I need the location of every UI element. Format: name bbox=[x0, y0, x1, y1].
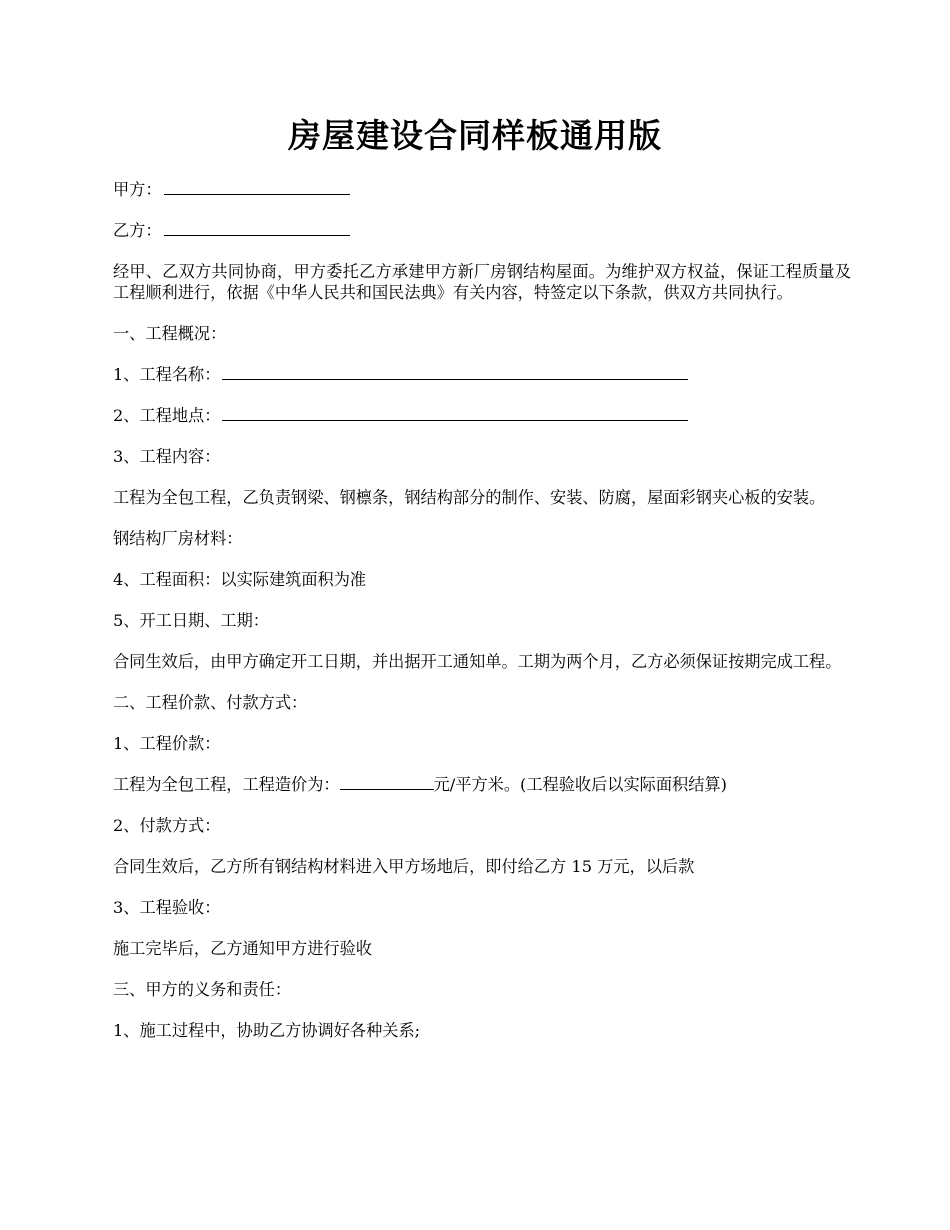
price-label: 1、工程价款： bbox=[113, 734, 221, 753]
project-content-paragraph: 工程为全包工程，乙负责钢梁、钢檩条，钢结构部分的制作、安装、防腐，屋面彩钢夹心板的安装。 bbox=[113, 488, 826, 507]
party-b-label: 乙方： bbox=[113, 221, 162, 240]
acceptance-paragraph: 施工完毕后，乙方通知甲方进行验收 bbox=[113, 939, 372, 958]
price-suffix: 元/平方米。(工程验收后以实际面积结算) bbox=[433, 775, 727, 794]
party-a-label: 甲方： bbox=[113, 180, 162, 199]
acceptance-label: 3、工程验收： bbox=[113, 898, 221, 917]
project-name-line bbox=[113, 364, 851, 385]
project-location-label: 2、工程地点： bbox=[113, 406, 221, 425]
material-label: 钢结构厂房材料： bbox=[113, 529, 243, 548]
project-name-label: 1、工程名称： bbox=[113, 365, 221, 384]
schedule-paragraph: 合同生效后，由甲方确定开工日期，并出据开工通知单。工期为两个月，乙方必须保证按期完成工程。 bbox=[113, 652, 842, 671]
intro-paragraph: 经甲、乙双方共同协商，甲方委托乙方承建甲方新厂房钢结构屋面。为维护双方权益，保证工程质量及工程顺利进行，依据《中华人民共和国民法典》有关内容，特签定以下条款，供双方共同执行。 bbox=[113, 262, 851, 302]
project-content-label: 3、工程内容： bbox=[113, 447, 221, 466]
party-b-line bbox=[113, 220, 851, 241]
project-name-blank bbox=[222, 364, 688, 380]
party-b-blank bbox=[164, 220, 350, 236]
section-3-heading: 三、甲方的义务和责任： bbox=[113, 980, 292, 999]
project-area-line: 4、工程面积：以实际建筑面积为准 bbox=[113, 570, 367, 589]
payment-label: 2、付款方式： bbox=[113, 816, 221, 835]
price-line bbox=[113, 774, 851, 795]
party-a-blank bbox=[164, 179, 350, 195]
price-prefix: 工程为全包工程，工程造价为： bbox=[113, 775, 340, 794]
project-location-blank bbox=[222, 405, 688, 421]
section-1-heading: 一、工程概况： bbox=[113, 324, 227, 343]
section-2-heading: 二、工程价款、付款方式： bbox=[113, 693, 308, 712]
project-location-line bbox=[113, 405, 851, 426]
party-a-line bbox=[113, 179, 851, 200]
price-blank bbox=[340, 774, 434, 790]
document-body bbox=[113, 179, 851, 1061]
document-title: 房屋建设合同样板通用版 bbox=[288, 116, 662, 155]
payment-paragraph: 合同生效后，乙方所有钢结构材料进入甲方场地后，即付给乙方 15 万元，以后款 bbox=[113, 857, 695, 876]
schedule-label: 5、开工日期、工期： bbox=[113, 611, 269, 630]
duty-1-line: 1、施工过程中，协助乙方协调好各种关系; bbox=[113, 1021, 421, 1040]
